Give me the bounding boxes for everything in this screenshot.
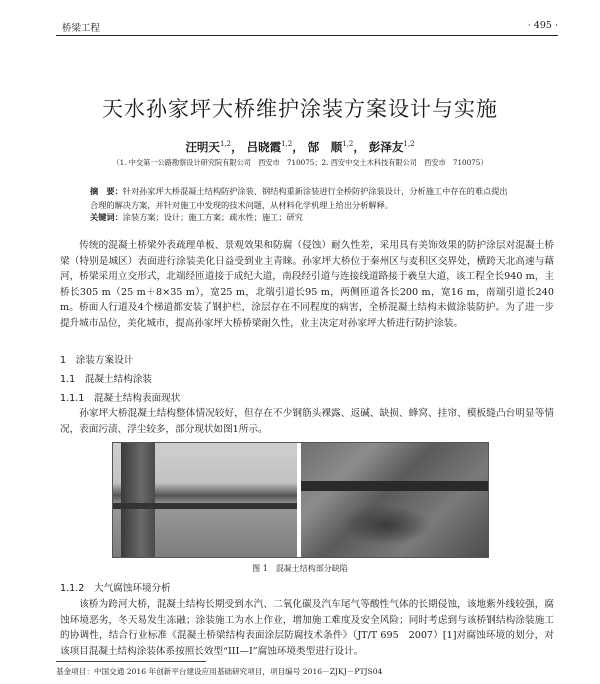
author-affil-sup: 1,2 — [281, 140, 293, 149]
author-name: 吕晓霞 — [246, 140, 282, 154]
funding-footnote: 基金项目：中国交通 2016 年创新平台建设应用基础研究项目，项目编号 2016－ZJKJ－PTJS04 — [56, 667, 383, 676]
author-name: 汪明天 — [185, 140, 220, 154]
figure-1-photos — [112, 442, 489, 558]
header-rule — [56, 35, 558, 36]
keywords — [90, 212, 512, 223]
section-heading-1-1-2: 1.1.2 大气腐蚀环境分析 — [60, 583, 171, 594]
author-name: 郜 顺 — [307, 140, 343, 154]
keywords-label: 关键词： — [90, 212, 123, 222]
running-header — [56, 20, 558, 34]
photo-dark-band — [301, 481, 488, 491]
photo-concrete-pier — [113, 443, 297, 557]
section-heading-1-1: 1.1 混凝土结构涂装 — [60, 374, 153, 385]
author-affil-sup: 1,2 — [219, 140, 232, 149]
paragraph-corrosion-environment: 该桥为跨河大桥，混凝土结构长期受到水汽、二氧化碳及汽车尾气等酸性气体的长期侵蚀，该地紫外线较强，腐蚀环境恶劣，冬天易发生冻融；涂装施工为水上作业，增加施工难度及安全风险；同时考虑到与该桥钢结构涂装施工的协调性，结合行业标准《混凝土桥梁结构表面涂层防腐技术条件》（JT/T 695 2007）[1]对腐蚀环境的划分，对该项目混凝土结构涂装体系按照长效型“III—I”腐蚀环境类型进行设计。 — [60, 599, 554, 657]
intro-paragraph: 传统的混凝土桥梁外表疏理单板、景观效果和防腐（侵蚀）耐久性差，采用具有美饰效果的防护涂层对混凝土桥梁（特别是城区）表面进行涂装美化日益受到业主青睐。孙家坪大桥位于秦州区与麦积区交界处，横跨天北高速与藉河，桥梁采用立交形式，北端经匝道接于成纪大道，南段经引道与连接线道路接于羲皇大道，该工程全长940 m，主桥长305 m（25 m＋8×35 m），宽25 m，北端引道长95 m，两侧匝道各长200 m，宽16 m，南端引道长240 m。桥面人行道及4个梯道都安装了钢护栏，涂层存在不同程度的病害，全桥混凝土结构未做涂装防护。为了进一步提升城市品位，美化城市，提高孙家坪大桥桥梁耐久性，业主决定对孙家坪大桥进行防护涂装。 — [60, 240, 554, 329]
photo-pier-column — [121, 443, 155, 557]
photo-concrete-stain — [301, 443, 488, 557]
author-list: 汪明天$^{1,2}$， 吕晓霞$^{1,2}$， 郜 顺$^{1,2}$， 彭泽友$^{1,2}$ — [185, 140, 415, 154]
author-name: 彭泽友 — [368, 140, 404, 154]
footnote-rule — [56, 661, 206, 662]
abstract-label: 摘 要： — [90, 186, 123, 196]
paragraph-surface-status: 孙家坪大桥混凝土结构整体情况较好，但存在不少钢筋头裸露、返碱、缺损、蜂窝、挂帘、模板缝凸台明显等情况，表面污渍、浮尘较多，部分现状如图1所示。 — [60, 408, 554, 435]
photo-stain-area — [341, 505, 431, 545]
affiliation: （1. 中交第一公路勘察设计研究院有限公司 西安市 710075；2. 西安中交土木科技有限公司 西安市 710075） — [112, 158, 488, 167]
paper-title: 天水孙家坪大桥维护涂装方案设计与实施 — [102, 97, 498, 121]
abstract — [90, 184, 512, 212]
journal-section-label: 桥梁工程 — [62, 23, 101, 34]
section-heading-1-1-1: 1.1.1 混凝土结构表面现状 — [60, 393, 181, 404]
section-heading-1: 1 涂装方案设计 — [60, 355, 134, 366]
photo-beam-edge — [113, 503, 297, 509]
page-number: · 495 · — [527, 20, 558, 31]
keywords-text: 涂装方案；设计；施工方案；疏水性；施工；研究 — [122, 212, 303, 222]
abstract-text: 针对孙家坪大桥混凝土结构防护涂装、钢结构重新涂装进行全桥防护涂装设计，分析施工中存在的难点提出合理的解决方案，并针对施工中发现的技术问题，从材料化学机理上给出分析解释。 — [90, 186, 508, 210]
author-affil-sup: 1,2 — [342, 140, 354, 149]
author-affil-sup: 1,2 — [403, 140, 415, 149]
figure-caption: 图 1 混凝土结构部分缺陷 — [252, 564, 348, 573]
